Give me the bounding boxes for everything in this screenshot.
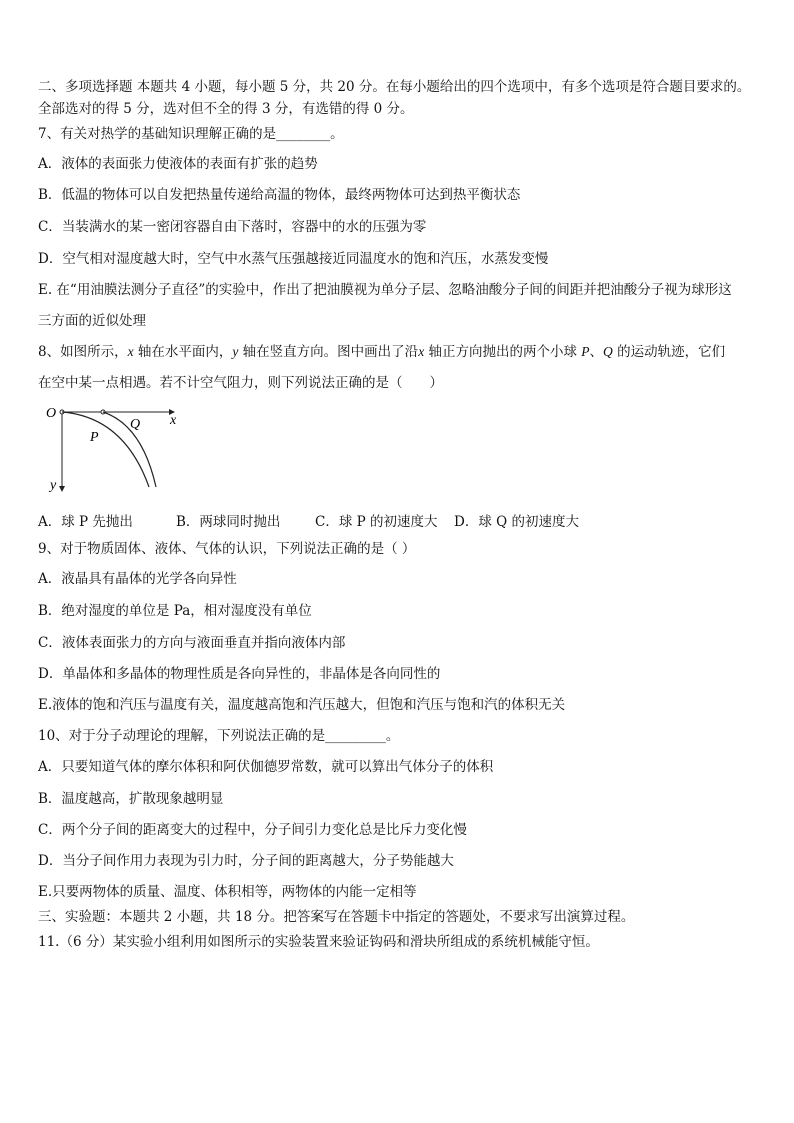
label-x: x: [170, 413, 177, 428]
q7-option-a: A．液体的表面张力使液体的表面有扩张的趋势: [38, 156, 318, 172]
q7-stem: 7、有关对热学的基础知识理解正确的是________。: [38, 126, 344, 142]
q8-stem-part: 轴正方向抛出的两个小球: [424, 344, 582, 360]
q9-option-d: D．单晶体和多晶体的物理性质是各向异性的，非晶体是各向同性的: [38, 666, 441, 682]
q9-option-a: A．液晶具有晶体的光学各向异性: [38, 571, 237, 587]
q7-option-c: C．当装满水的某一密闭容器自由下落时，容器中的水的压强为零: [38, 219, 427, 235]
q8-stem-part: 的运动轨迹，它们: [612, 344, 726, 360]
q7-option-e-line2: 三方面的近似处理: [38, 313, 146, 329]
q8-stem-line1: [38, 343, 725, 361]
q10-option-b: B．温度越高，扩散现象越明显: [38, 791, 224, 807]
q10-stem: 10、对于分子动理论的理解，下列说法正确的是_________。: [38, 728, 400, 744]
q9-option-e: E.液体的饱和汽压与温度有关，温度越高饱和汽压越大，但饱和汽压与饱和汽的体积无关: [38, 697, 566, 713]
q10-option-a: A．只要知道气体的摩尔体积和阿伏伽德罗常数，就可以算出气体分子的体积: [38, 759, 494, 775]
q8-trajectory-figure: [44, 405, 194, 495]
q8-options: [38, 510, 579, 530]
q8-stem-line2: 在空中某一点相遇。若不计空气阻力，则下列说法正确的是（ ）: [38, 375, 443, 391]
q-var: Q: [603, 344, 613, 359]
q8-option-b: B．两球同时抛出: [176, 514, 281, 530]
q8-stem-part: 、: [589, 344, 604, 360]
q8-option-a: A．球 P 先抛出: [38, 514, 133, 530]
q7-option-e-line1: E. 在“用油膜法测分子直径”的实验中，作出了把油膜视为单分子层、忽略油酸分子间的间距并把油酸分子视为球形这: [38, 282, 732, 298]
q7-option-d: D．空气相对湿度越大时，空气中水蒸气压强越接近同温度水的饱和汽压，水蒸发变慢: [38, 251, 549, 267]
q8-stem-part: 轴在水平面内，: [133, 344, 233, 360]
section2-scoring: 全部选对的得 5 分，选对但不全的得 3 分，有选错的得 0 分。: [38, 101, 414, 117]
q8-stem-part: 8、如图所示，: [38, 344, 128, 360]
x-var: x: [418, 344, 425, 359]
q9-option-b: B．绝对湿度的单位是 Pa，相对湿度没有单位: [38, 603, 312, 619]
q9-option-c: C．液体表面张力的方向与液面垂直并指向液体内部: [38, 635, 346, 651]
q8-option-d: D．球 Q 的初速度大: [454, 514, 579, 530]
q10-option-e: E.只要两物体的质量、温度、体积相等，两物体的内能一定相等: [38, 884, 417, 900]
q10-option-d: D．当分子间作用力表现为引力时，分子间的距离越大，分子势能越大: [38, 853, 454, 869]
q8-stem-part: 轴在竖直方向。图中画出了沿: [238, 344, 419, 360]
q9-stem: 9、对于物质固体、液体、气体的认识，下列说法正确的是（ ）: [38, 541, 416, 557]
label-o: O: [46, 406, 57, 421]
label-y: y: [50, 478, 57, 493]
q7-option-b: B．低温的物体可以自发把热量传递给高温的物体，最终两物体可达到热平衡状态: [38, 187, 521, 203]
p-var: P: [581, 344, 590, 359]
q8-option-c: C．球 P 的初速度大: [315, 514, 438, 530]
x-var: x: [127, 344, 134, 359]
label-q: Q: [130, 417, 141, 432]
label-p: P: [90, 430, 99, 445]
q10-option-c: C．两个分子间的距离变大的过程中，分子间引力变化总是比斥力变化慢: [38, 822, 467, 838]
q11-stem: 11.（6 分）某实验小组利用如图所示的实验装置来验证钩码和滑块所组成的系统机械能守恒。: [38, 934, 599, 950]
section3-heading: 三、实验题：本题共 2 小题，共 18 分。把答案写在答题卡中指定的答题处，不要求写出演算过程。: [38, 909, 635, 925]
section2-heading: 二、多项选择题 本题共 4 小题，每小题 5 分，共 20 分。在每小题给出的四个选项中，有多个选项是符合题目要求的。: [38, 79, 751, 95]
y-var: y: [232, 344, 239, 359]
